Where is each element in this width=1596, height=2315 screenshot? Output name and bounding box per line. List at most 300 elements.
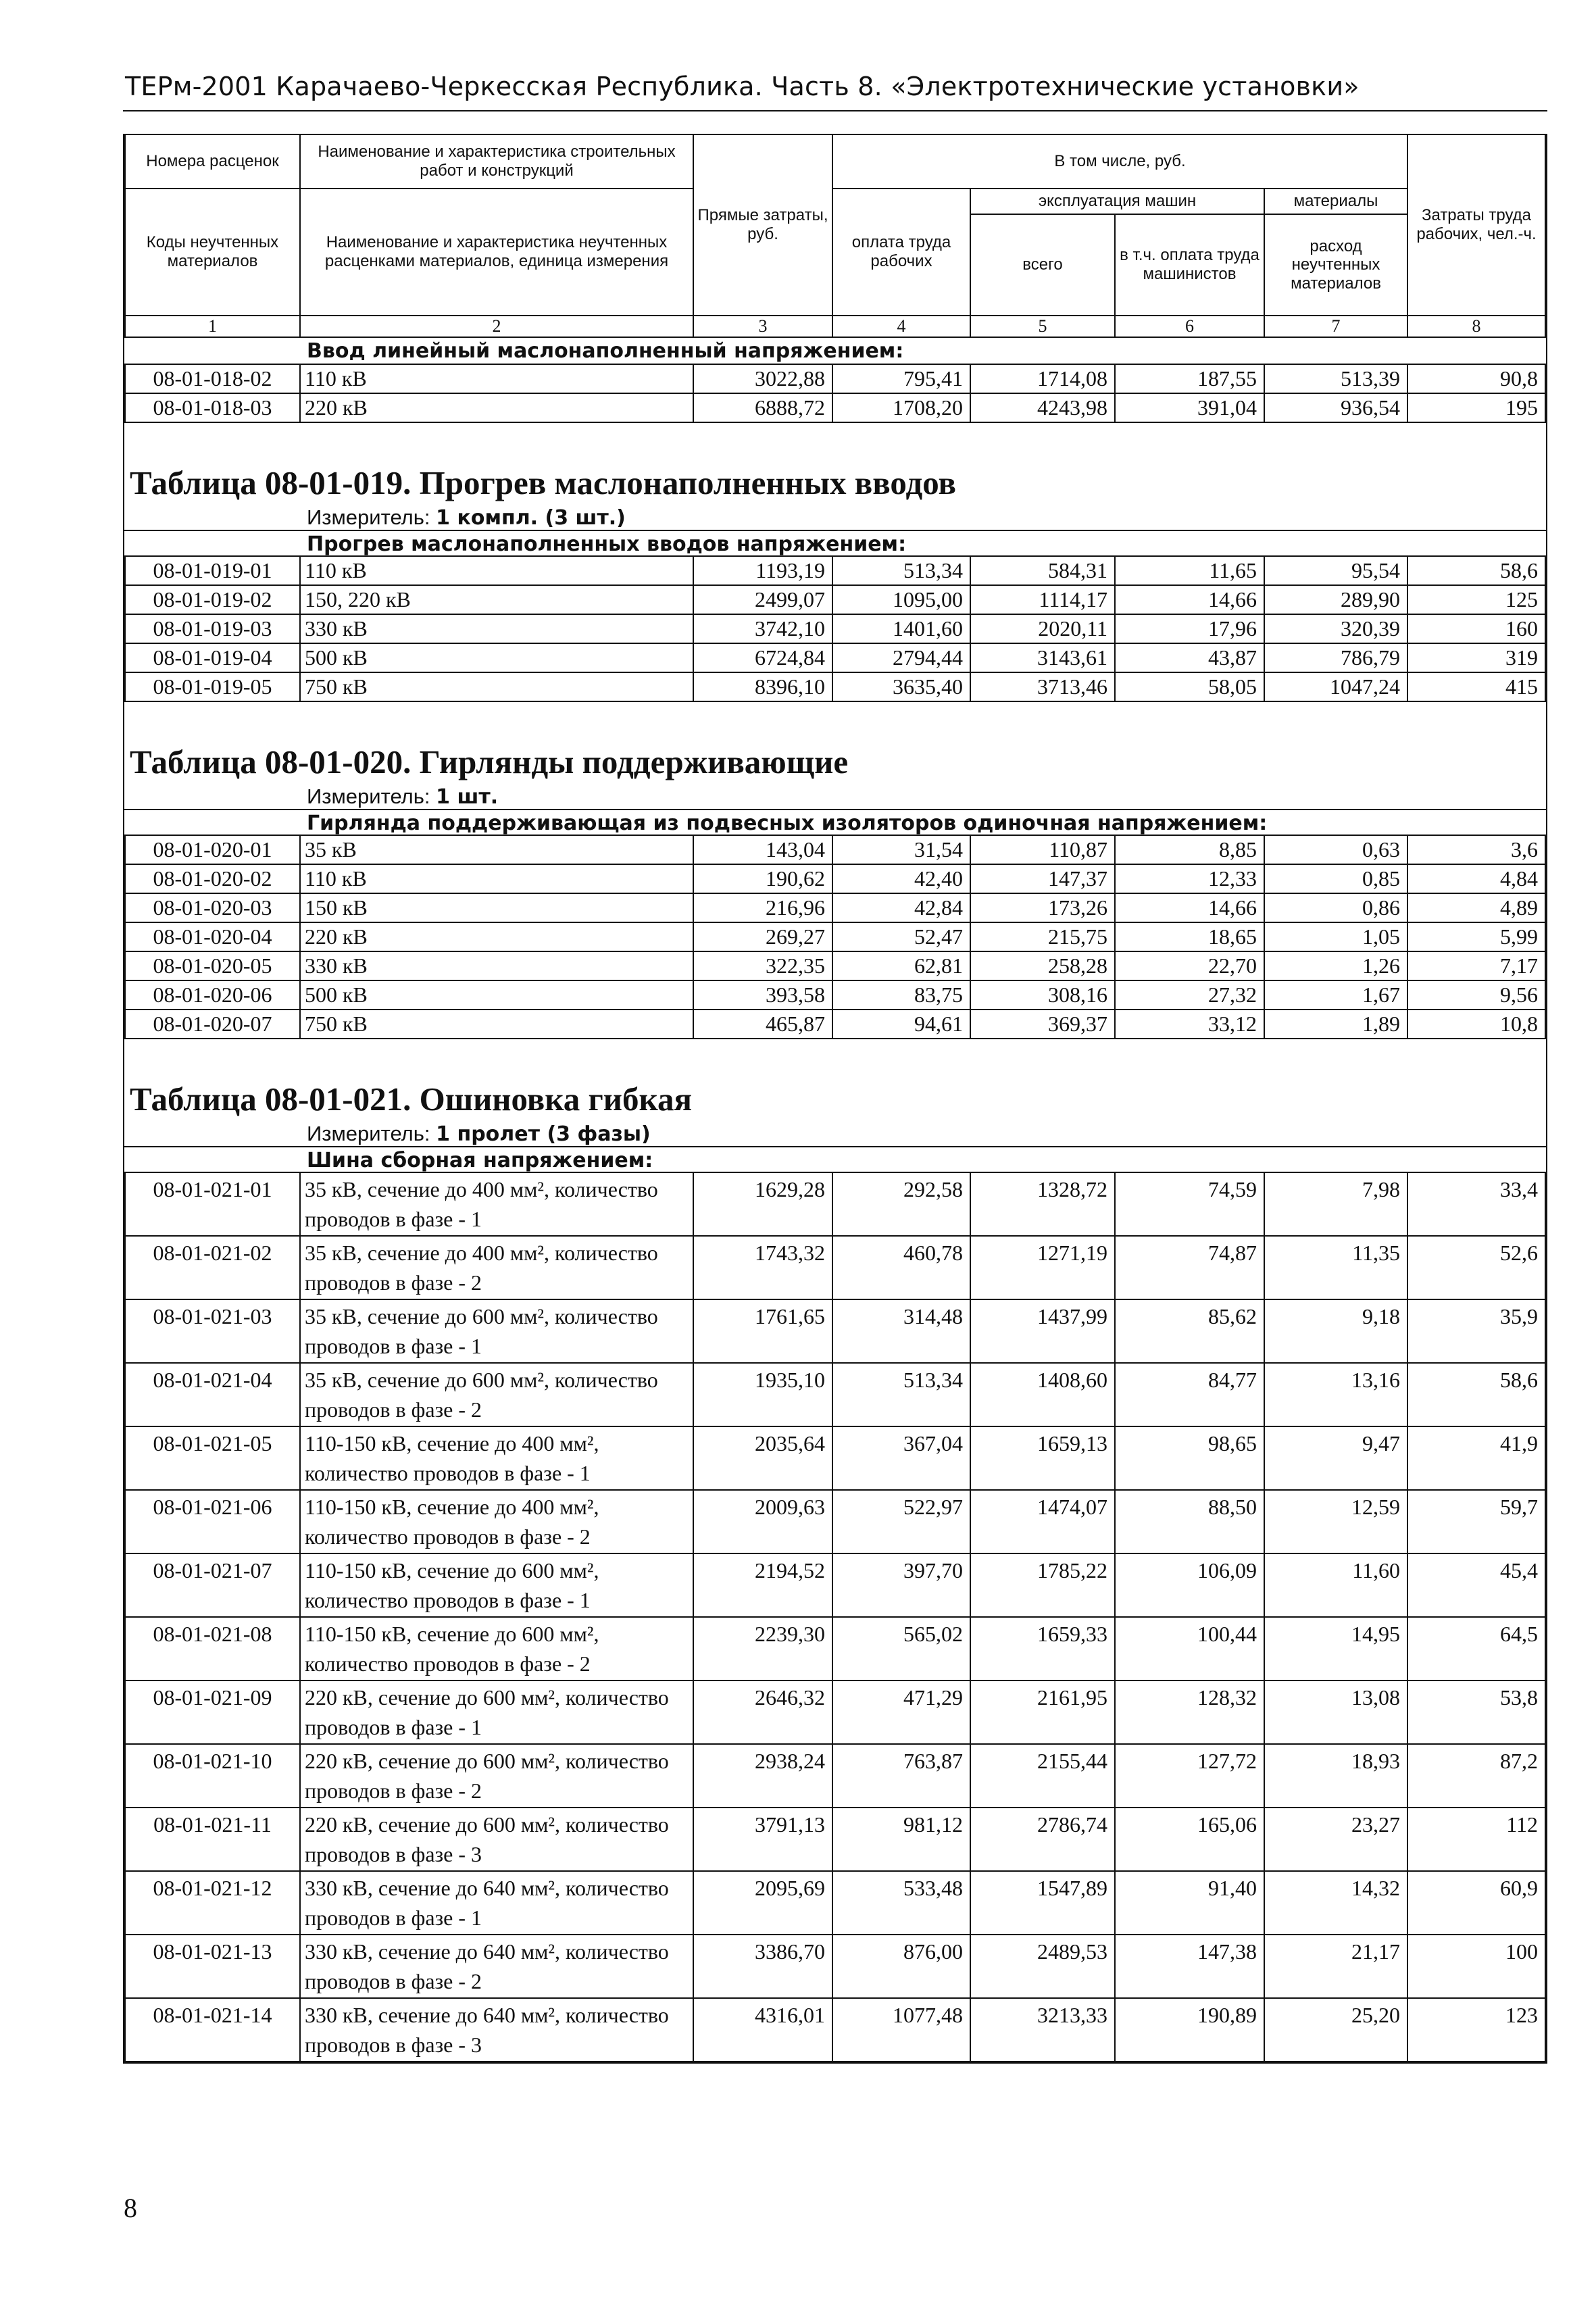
machines-total-cell: 1659,33	[970, 1617, 1115, 1681]
materials-cell: 320,39	[1264, 614, 1407, 643]
worker-pay-cell: 460,78	[832, 1236, 970, 1299]
unit-value: 1 шт.	[436, 785, 499, 809]
rate-code: 08-01-021-11	[125, 1808, 300, 1871]
table-row	[125, 1236, 1545, 1299]
direct-costs-cell: 2239,30	[693, 1617, 832, 1681]
direct-costs-cell: 2095,69	[693, 1871, 832, 1935]
work-name: 35 кВ, сечение до 400 мм², количество проводов в фазе - 1	[300, 1173, 693, 1236]
machinists-pay-cell: 22,70	[1115, 951, 1264, 980]
machinists-pay-cell: 127,72	[1115, 1744, 1264, 1808]
machinists-pay-cell: 58,05	[1115, 672, 1264, 701]
section-subheading: Ввод линейный маслонаполненный напряжением:	[124, 338, 1546, 365]
materials-cell: 0,63	[1264, 836, 1407, 864]
machines-total-cell: 173,26	[970, 893, 1115, 922]
table-row	[125, 1744, 1545, 1808]
machines-total-cell: 258,28	[970, 951, 1115, 980]
materials-cell: 14,32	[1264, 1871, 1407, 1935]
labor-cell: 10,8	[1407, 1010, 1545, 1039]
spacer	[124, 702, 1546, 732]
worker-pay-cell: 83,75	[832, 980, 970, 1010]
machines-total-cell: 2155,44	[970, 1744, 1115, 1808]
machines-total-cell: 1328,72	[970, 1173, 1115, 1236]
work-name: 110-150 кВ, сечение до 400 мм², количество проводов в фазе - 2	[300, 1490, 693, 1553]
rate-code: 08-01-020-07	[125, 1010, 300, 1039]
materials-cell: 1,05	[1264, 922, 1407, 951]
work-name: 110-150 кВ, сечение до 600 мм², количество проводов в фазе - 2	[300, 1617, 693, 1681]
work-name: 500 кВ	[300, 980, 693, 1010]
machinists-pay-cell: 165,06	[1115, 1808, 1264, 1871]
materials-cell: 7,98	[1264, 1173, 1407, 1236]
worker-pay-cell: 367,04	[832, 1426, 970, 1490]
materials-cell: 1,67	[1264, 980, 1407, 1010]
work-name: 750 кВ	[300, 1010, 693, 1039]
machines-total-cell: 110,87	[970, 836, 1115, 864]
materials-cell: 513,39	[1264, 365, 1407, 393]
table-row	[125, 1173, 1545, 1236]
materials-cell: 9,47	[1264, 1426, 1407, 1490]
rate-code: 08-01-019-04	[125, 643, 300, 672]
header-worker-pay: оплата труда рабочих	[832, 189, 970, 316]
materials-cell: 18,93	[1264, 1744, 1407, 1808]
machines-total-cell: 308,16	[970, 980, 1115, 1010]
machinists-pay-cell: 14,66	[1115, 893, 1264, 922]
table-row	[125, 836, 1545, 864]
work-name: 35 кВ	[300, 836, 693, 864]
rate-code: 08-01-019-03	[125, 614, 300, 643]
unit-of-measure	[124, 1119, 1546, 1146]
machinists-pay-cell: 106,09	[1115, 1553, 1264, 1617]
worker-pay-cell: 42,84	[832, 893, 970, 922]
rate-code: 08-01-018-02	[125, 365, 300, 393]
labor-cell: 4,89	[1407, 893, 1545, 922]
rate-code: 08-01-021-08	[125, 1617, 300, 1681]
col-number: 8	[1407, 316, 1545, 337]
labor-cell: 33,4	[1407, 1173, 1545, 1236]
worker-pay-cell: 42,40	[832, 864, 970, 893]
work-name: 330 кВ, сечение до 640 мм², количество проводов в фазе - 3	[300, 1998, 693, 2062]
worker-pay-cell: 471,29	[832, 1681, 970, 1744]
direct-costs-cell: 3742,10	[693, 614, 832, 643]
materials-cell: 1047,24	[1264, 672, 1407, 701]
worker-pay-cell: 533,48	[832, 1871, 970, 1935]
header-name-top: Наименование и характеристика строительных работ и конструкций	[300, 134, 693, 189]
work-name: 110 кВ	[300, 365, 693, 393]
labor-cell: 100	[1407, 1935, 1545, 1998]
work-name: 110 кВ	[300, 557, 693, 585]
machines-total-cell: 584,31	[970, 557, 1115, 585]
table-row	[125, 1681, 1545, 1744]
materials-cell: 13,16	[1264, 1363, 1407, 1426]
worker-pay-cell: 397,70	[832, 1553, 970, 1617]
work-name: 500 кВ	[300, 643, 693, 672]
work-name: 750 кВ	[300, 672, 693, 701]
table-row	[125, 922, 1545, 951]
section-subheading: Гирлянда поддерживающая из подвесных изоляторов одиночная напряжением:	[124, 809, 1546, 836]
machinists-pay-cell: 91,40	[1115, 1871, 1264, 1935]
labor-cell: 4,84	[1407, 864, 1545, 893]
machines-total-cell: 3143,61	[970, 643, 1115, 672]
machinists-pay-cell: 17,96	[1115, 614, 1264, 643]
machinists-pay-cell: 147,38	[1115, 1935, 1264, 1998]
worker-pay-cell: 1095,00	[832, 585, 970, 614]
work-name: 35 кВ, сечение до 600 мм², количество проводов в фазе - 2	[300, 1363, 693, 1426]
materials-cell: 12,59	[1264, 1490, 1407, 1553]
materials-cell: 1,26	[1264, 951, 1407, 980]
price-table-document	[123, 134, 1547, 2064]
direct-costs-cell: 465,87	[693, 1010, 832, 1039]
col-number: 3	[693, 316, 832, 337]
rate-code: 08-01-020-06	[125, 980, 300, 1010]
labor-cell: 319	[1407, 643, 1545, 672]
worker-pay-cell: 522,97	[832, 1490, 970, 1553]
machines-total-cell: 1659,13	[970, 1426, 1115, 1490]
materials-cell: 13,08	[1264, 1681, 1407, 1744]
materials-cell: 21,17	[1264, 1935, 1407, 1998]
header-machinists-pay: в т.ч. оплата труда машинистов	[1115, 214, 1264, 316]
machinists-pay-cell: 33,12	[1115, 1010, 1264, 1039]
unit-label: Измеритель:	[307, 784, 430, 808]
table-row	[125, 1998, 1545, 2062]
work-name: 35 кВ, сечение до 400 мм², количество проводов в фазе - 2	[300, 1236, 693, 1299]
table-row	[125, 585, 1545, 614]
rate-code: 08-01-021-01	[125, 1173, 300, 1236]
worker-pay-cell: 292,58	[832, 1173, 970, 1236]
table-row	[125, 1617, 1545, 1681]
rate-code: 08-01-020-01	[125, 836, 300, 864]
table-title: Таблица 08-01-021. Ошиновка гибкая	[130, 1080, 692, 1118]
materials-cell: 9,18	[1264, 1299, 1407, 1363]
worker-pay-cell: 565,02	[832, 1617, 970, 1681]
col-number: 1	[125, 316, 300, 337]
machines-total-cell: 2786,74	[970, 1808, 1115, 1871]
direct-costs-cell: 322,35	[693, 951, 832, 980]
table-row	[125, 1426, 1545, 1490]
machinists-pay-cell: 190,89	[1115, 1998, 1264, 2062]
table-row	[125, 951, 1545, 980]
labor-cell: 59,7	[1407, 1490, 1545, 1553]
materials-cell: 95,54	[1264, 557, 1407, 585]
work-name: 220 кВ, сечение до 600 мм², количество проводов в фазе - 1	[300, 1681, 693, 1744]
rate-code: 08-01-020-03	[125, 893, 300, 922]
table-row	[125, 980, 1545, 1010]
machinists-pay-cell: 391,04	[1115, 393, 1264, 422]
labor-cell: 3,6	[1407, 836, 1545, 864]
rate-code: 08-01-020-04	[125, 922, 300, 951]
direct-costs-cell: 2035,64	[693, 1426, 832, 1490]
rows-08-01-020	[124, 836, 1546, 1039]
rate-code: 08-01-021-12	[125, 1871, 300, 1935]
labor-cell: 90,8	[1407, 365, 1545, 393]
machines-total-cell: 1474,07	[970, 1490, 1115, 1553]
machinists-pay-cell: 98,65	[1115, 1426, 1264, 1490]
labor-cell: 52,6	[1407, 1236, 1545, 1299]
header-name-bottom: Наименование и характеристика неучтенных расценками материалов, единица измерения	[300, 189, 693, 316]
worker-pay-cell: 1077,48	[832, 1998, 970, 2062]
worker-pay-cell: 52,47	[832, 922, 970, 951]
direct-costs-cell: 2009,63	[693, 1490, 832, 1553]
work-name: 35 кВ, сечение до 600 мм², количество проводов в фазе - 1	[300, 1299, 693, 1363]
rows-08-01-018	[124, 365, 1546, 423]
table-row	[125, 893, 1545, 922]
table-row	[125, 557, 1545, 585]
header-materials: материалы	[1264, 189, 1407, 214]
rate-code: 08-01-021-10	[125, 1744, 300, 1808]
labor-cell: 53,8	[1407, 1681, 1545, 1744]
table-row	[125, 643, 1545, 672]
unit-label: Измеритель:	[307, 505, 430, 529]
table-title: Таблица 08-01-019. Прогрев маслонаполненных вводов	[130, 464, 957, 501]
rate-code: 08-01-021-14	[125, 1998, 300, 2062]
direct-costs-cell: 216,96	[693, 893, 832, 922]
rate-code: 08-01-021-07	[125, 1553, 300, 1617]
header-machines: эксплуатация машин	[970, 189, 1264, 214]
direct-costs-cell: 8396,10	[693, 672, 832, 701]
rate-code: 08-01-020-05	[125, 951, 300, 980]
machines-total-cell: 1547,89	[970, 1871, 1115, 1935]
rate-code: 08-01-021-13	[125, 1935, 300, 1998]
machinists-pay-cell: 187,55	[1115, 365, 1264, 393]
machines-total-cell: 4243,98	[970, 393, 1115, 422]
materials-cell: 786,79	[1264, 643, 1407, 672]
labor-cell: 58,6	[1407, 557, 1545, 585]
rate-code: 08-01-021-03	[125, 1299, 300, 1363]
materials-cell: 936,54	[1264, 393, 1407, 422]
work-name: 150 кВ	[300, 893, 693, 922]
labor-cell: 415	[1407, 672, 1545, 701]
direct-costs-cell: 143,04	[693, 836, 832, 864]
direct-costs-cell: 269,27	[693, 922, 832, 951]
machinists-pay-cell: 18,65	[1115, 922, 1264, 951]
machinists-pay-cell: 100,44	[1115, 1617, 1264, 1681]
rate-code: 08-01-018-03	[125, 393, 300, 422]
machines-total-cell: 2489,53	[970, 1935, 1115, 1998]
machines-total-cell: 1714,08	[970, 365, 1115, 393]
work-name: 330 кВ	[300, 614, 693, 643]
labor-cell: 87,2	[1407, 1744, 1545, 1808]
rate-code: 08-01-021-05	[125, 1426, 300, 1490]
table-row	[125, 1935, 1545, 1998]
direct-costs-cell: 1743,32	[693, 1236, 832, 1299]
labor-cell: 35,9	[1407, 1299, 1545, 1363]
page-header: ТЕРм-2001 Карачаево-Черкесская Республика. Часть 8. «Электротехнические установки»	[125, 72, 1360, 101]
worker-pay-cell: 2794,44	[832, 643, 970, 672]
labor-cell: 60,9	[1407, 1871, 1545, 1935]
worker-pay-cell: 763,87	[832, 1744, 970, 1808]
spacer	[124, 423, 1546, 453]
rate-code: 08-01-021-06	[125, 1490, 300, 1553]
unit-label: Измеритель:	[307, 1121, 430, 1145]
header-codes-bottom: Коды неучтенных материалов	[125, 189, 300, 316]
worker-pay-cell: 513,34	[832, 1363, 970, 1426]
materials-cell: 11,60	[1264, 1553, 1407, 1617]
work-name: 110-150 кВ, сечение до 400 мм², количество проводов в фазе - 1	[300, 1426, 693, 1490]
materials-cell: 11,35	[1264, 1236, 1407, 1299]
labor-cell: 112	[1407, 1808, 1545, 1871]
machinists-pay-cell: 43,87	[1115, 643, 1264, 672]
table-row	[125, 365, 1545, 393]
machines-total-cell: 1437,99	[970, 1299, 1115, 1363]
unit-of-measure	[124, 782, 1546, 809]
work-name: 220 кВ, сечение до 600 мм², количество проводов в фазе - 2	[300, 1744, 693, 1808]
direct-costs-cell: 1629,28	[693, 1173, 832, 1236]
machines-total-cell: 2161,95	[970, 1681, 1115, 1744]
labor-cell: 195	[1407, 393, 1545, 422]
header-including: В том числе, руб.	[832, 134, 1407, 189]
labor-cell: 64,5	[1407, 1617, 1545, 1681]
unit-value: 1 пролет (3 фазы)	[436, 1122, 651, 1146]
labor-cell: 9,56	[1407, 980, 1545, 1010]
materials-cell: 0,85	[1264, 864, 1407, 893]
table-row	[125, 864, 1545, 893]
col-number: 6	[1115, 316, 1264, 337]
work-name: 220 кВ, сечение до 600 мм², количество проводов в фазе - 3	[300, 1808, 693, 1871]
spacer	[124, 1039, 1546, 1069]
materials-cell: 0,86	[1264, 893, 1407, 922]
work-name: 220 кВ	[300, 922, 693, 951]
rows-08-01-019	[124, 557, 1546, 702]
machinists-pay-cell: 88,50	[1115, 1490, 1264, 1553]
work-name: 220 кВ	[300, 393, 693, 422]
machines-total-cell: 1271,19	[970, 1236, 1115, 1299]
direct-costs-cell: 3791,13	[693, 1808, 832, 1871]
header-machines-total: всего	[970, 214, 1115, 316]
direct-costs-cell: 3022,88	[693, 365, 832, 393]
direct-costs-cell: 3386,70	[693, 1935, 832, 1998]
table-row	[125, 393, 1545, 422]
header-direct-costs: Прямые затраты, руб.	[693, 134, 832, 316]
work-name: 110 кВ	[300, 864, 693, 893]
machinists-pay-cell: 11,65	[1115, 557, 1264, 585]
materials-cell: 14,95	[1264, 1617, 1407, 1681]
materials-cell: 289,90	[1264, 585, 1407, 614]
worker-pay-cell: 876,00	[832, 1935, 970, 1998]
machinists-pay-cell: 74,59	[1115, 1173, 1264, 1236]
worker-pay-cell: 1708,20	[832, 393, 970, 422]
machines-total-cell: 1114,17	[970, 585, 1115, 614]
rate-code: 08-01-019-01	[125, 557, 300, 585]
machinists-pay-cell: 12,33	[1115, 864, 1264, 893]
col-number: 4	[832, 316, 970, 337]
col-number: 7	[1264, 316, 1407, 337]
machines-total-cell: 147,37	[970, 864, 1115, 893]
labor-cell: 7,17	[1407, 951, 1545, 980]
machines-total-cell: 3213,33	[970, 1998, 1115, 2062]
machines-total-cell: 3713,46	[970, 672, 1115, 701]
worker-pay-cell: 795,41	[832, 365, 970, 393]
header-rule	[123, 110, 1547, 111]
table-row	[125, 672, 1545, 701]
direct-costs-cell: 1193,19	[693, 557, 832, 585]
machinists-pay-cell: 128,32	[1115, 1681, 1264, 1744]
rate-code: 08-01-021-02	[125, 1236, 300, 1299]
unit-value: 1 компл. (3 шт.)	[436, 505, 626, 530]
table-header	[124, 134, 1546, 338]
machinists-pay-cell: 8,85	[1115, 836, 1264, 864]
direct-costs-cell: 1761,65	[693, 1299, 832, 1363]
rate-code: 08-01-020-02	[125, 864, 300, 893]
direct-costs-cell: 393,58	[693, 980, 832, 1010]
direct-costs-cell: 6724,84	[693, 643, 832, 672]
labor-cell: 125	[1407, 585, 1545, 614]
materials-cell: 25,20	[1264, 1998, 1407, 2062]
rate-code: 08-01-021-04	[125, 1363, 300, 1426]
machines-total-cell: 2020,11	[970, 614, 1115, 643]
table-row	[125, 1553, 1545, 1617]
machines-total-cell: 1785,22	[970, 1553, 1115, 1617]
table-title: Таблица 08-01-020. Гирлянды поддерживающие	[130, 743, 849, 780]
header-unaccounted-materials: расход неучтенных материалов	[1264, 214, 1407, 316]
table-row	[125, 1490, 1545, 1553]
materials-cell: 1,89	[1264, 1010, 1407, 1039]
col-number: 2	[300, 316, 693, 337]
direct-costs-cell: 1935,10	[693, 1363, 832, 1426]
worker-pay-cell: 314,48	[832, 1299, 970, 1363]
work-name: 330 кВ, сечение до 640 мм², количество проводов в фазе - 2	[300, 1935, 693, 1998]
work-name: 150, 220 кВ	[300, 585, 693, 614]
machinists-pay-cell: 74,87	[1115, 1236, 1264, 1299]
page-number: 8	[124, 2193, 137, 2223]
worker-pay-cell: 513,34	[832, 557, 970, 585]
worker-pay-cell: 62,81	[832, 951, 970, 980]
machines-total-cell: 215,75	[970, 922, 1115, 951]
machines-total-cell: 1408,60	[970, 1363, 1115, 1426]
worker-pay-cell: 31,54	[832, 836, 970, 864]
table-row	[125, 1871, 1545, 1935]
materials-cell: 23,27	[1264, 1808, 1407, 1871]
work-name: 330 кВ	[300, 951, 693, 980]
rate-code: 08-01-019-02	[125, 585, 300, 614]
worker-pay-cell: 981,12	[832, 1808, 970, 1871]
table-row	[125, 614, 1545, 643]
direct-costs-cell: 2938,24	[693, 1744, 832, 1808]
header-codes-top: Номера расценок	[125, 134, 300, 189]
table-row	[125, 1808, 1545, 1871]
worker-pay-cell: 1401,60	[832, 614, 970, 643]
table-row	[125, 1010, 1545, 1039]
direct-costs-cell: 6888,72	[693, 393, 832, 422]
labor-cell: 45,4	[1407, 1553, 1545, 1617]
header-labor-costs: Затраты труда рабочих, чел.-ч.	[1407, 134, 1545, 316]
labor-cell: 58,6	[1407, 1363, 1545, 1426]
worker-pay-cell: 94,61	[832, 1010, 970, 1039]
direct-costs-cell: 4316,01	[693, 1998, 832, 2062]
machines-total-cell: 369,37	[970, 1010, 1115, 1039]
machinists-pay-cell: 14,66	[1115, 585, 1264, 614]
labor-cell: 160	[1407, 614, 1545, 643]
machinists-pay-cell: 84,77	[1115, 1363, 1264, 1426]
direct-costs-cell: 2646,32	[693, 1681, 832, 1744]
rate-code: 08-01-019-05	[125, 672, 300, 701]
section-subheading: Прогрев маслонаполненных вводов напряжением:	[124, 530, 1546, 557]
rows-08-01-021	[124, 1173, 1546, 2062]
work-name: 110-150 кВ, сечение до 600 мм², количество проводов в фазе - 1	[300, 1553, 693, 1617]
direct-costs-cell: 2499,07	[693, 585, 832, 614]
labor-cell: 123	[1407, 1998, 1545, 2062]
table-row	[125, 1299, 1545, 1363]
unit-of-measure	[124, 503, 1546, 530]
direct-costs-cell: 2194,52	[693, 1553, 832, 1617]
work-name: 330 кВ, сечение до 640 мм², количество проводов в фазе - 1	[300, 1871, 693, 1935]
labor-cell: 41,9	[1407, 1426, 1545, 1490]
rate-code: 08-01-021-09	[125, 1681, 300, 1744]
section-subheading: Шина сборная напряжением:	[124, 1146, 1546, 1173]
machinists-pay-cell: 85,62	[1115, 1299, 1264, 1363]
direct-costs-cell: 190,62	[693, 864, 832, 893]
labor-cell: 5,99	[1407, 922, 1545, 951]
table-row	[125, 1363, 1545, 1426]
worker-pay-cell: 3635,40	[832, 672, 970, 701]
machinists-pay-cell: 27,32	[1115, 980, 1264, 1010]
